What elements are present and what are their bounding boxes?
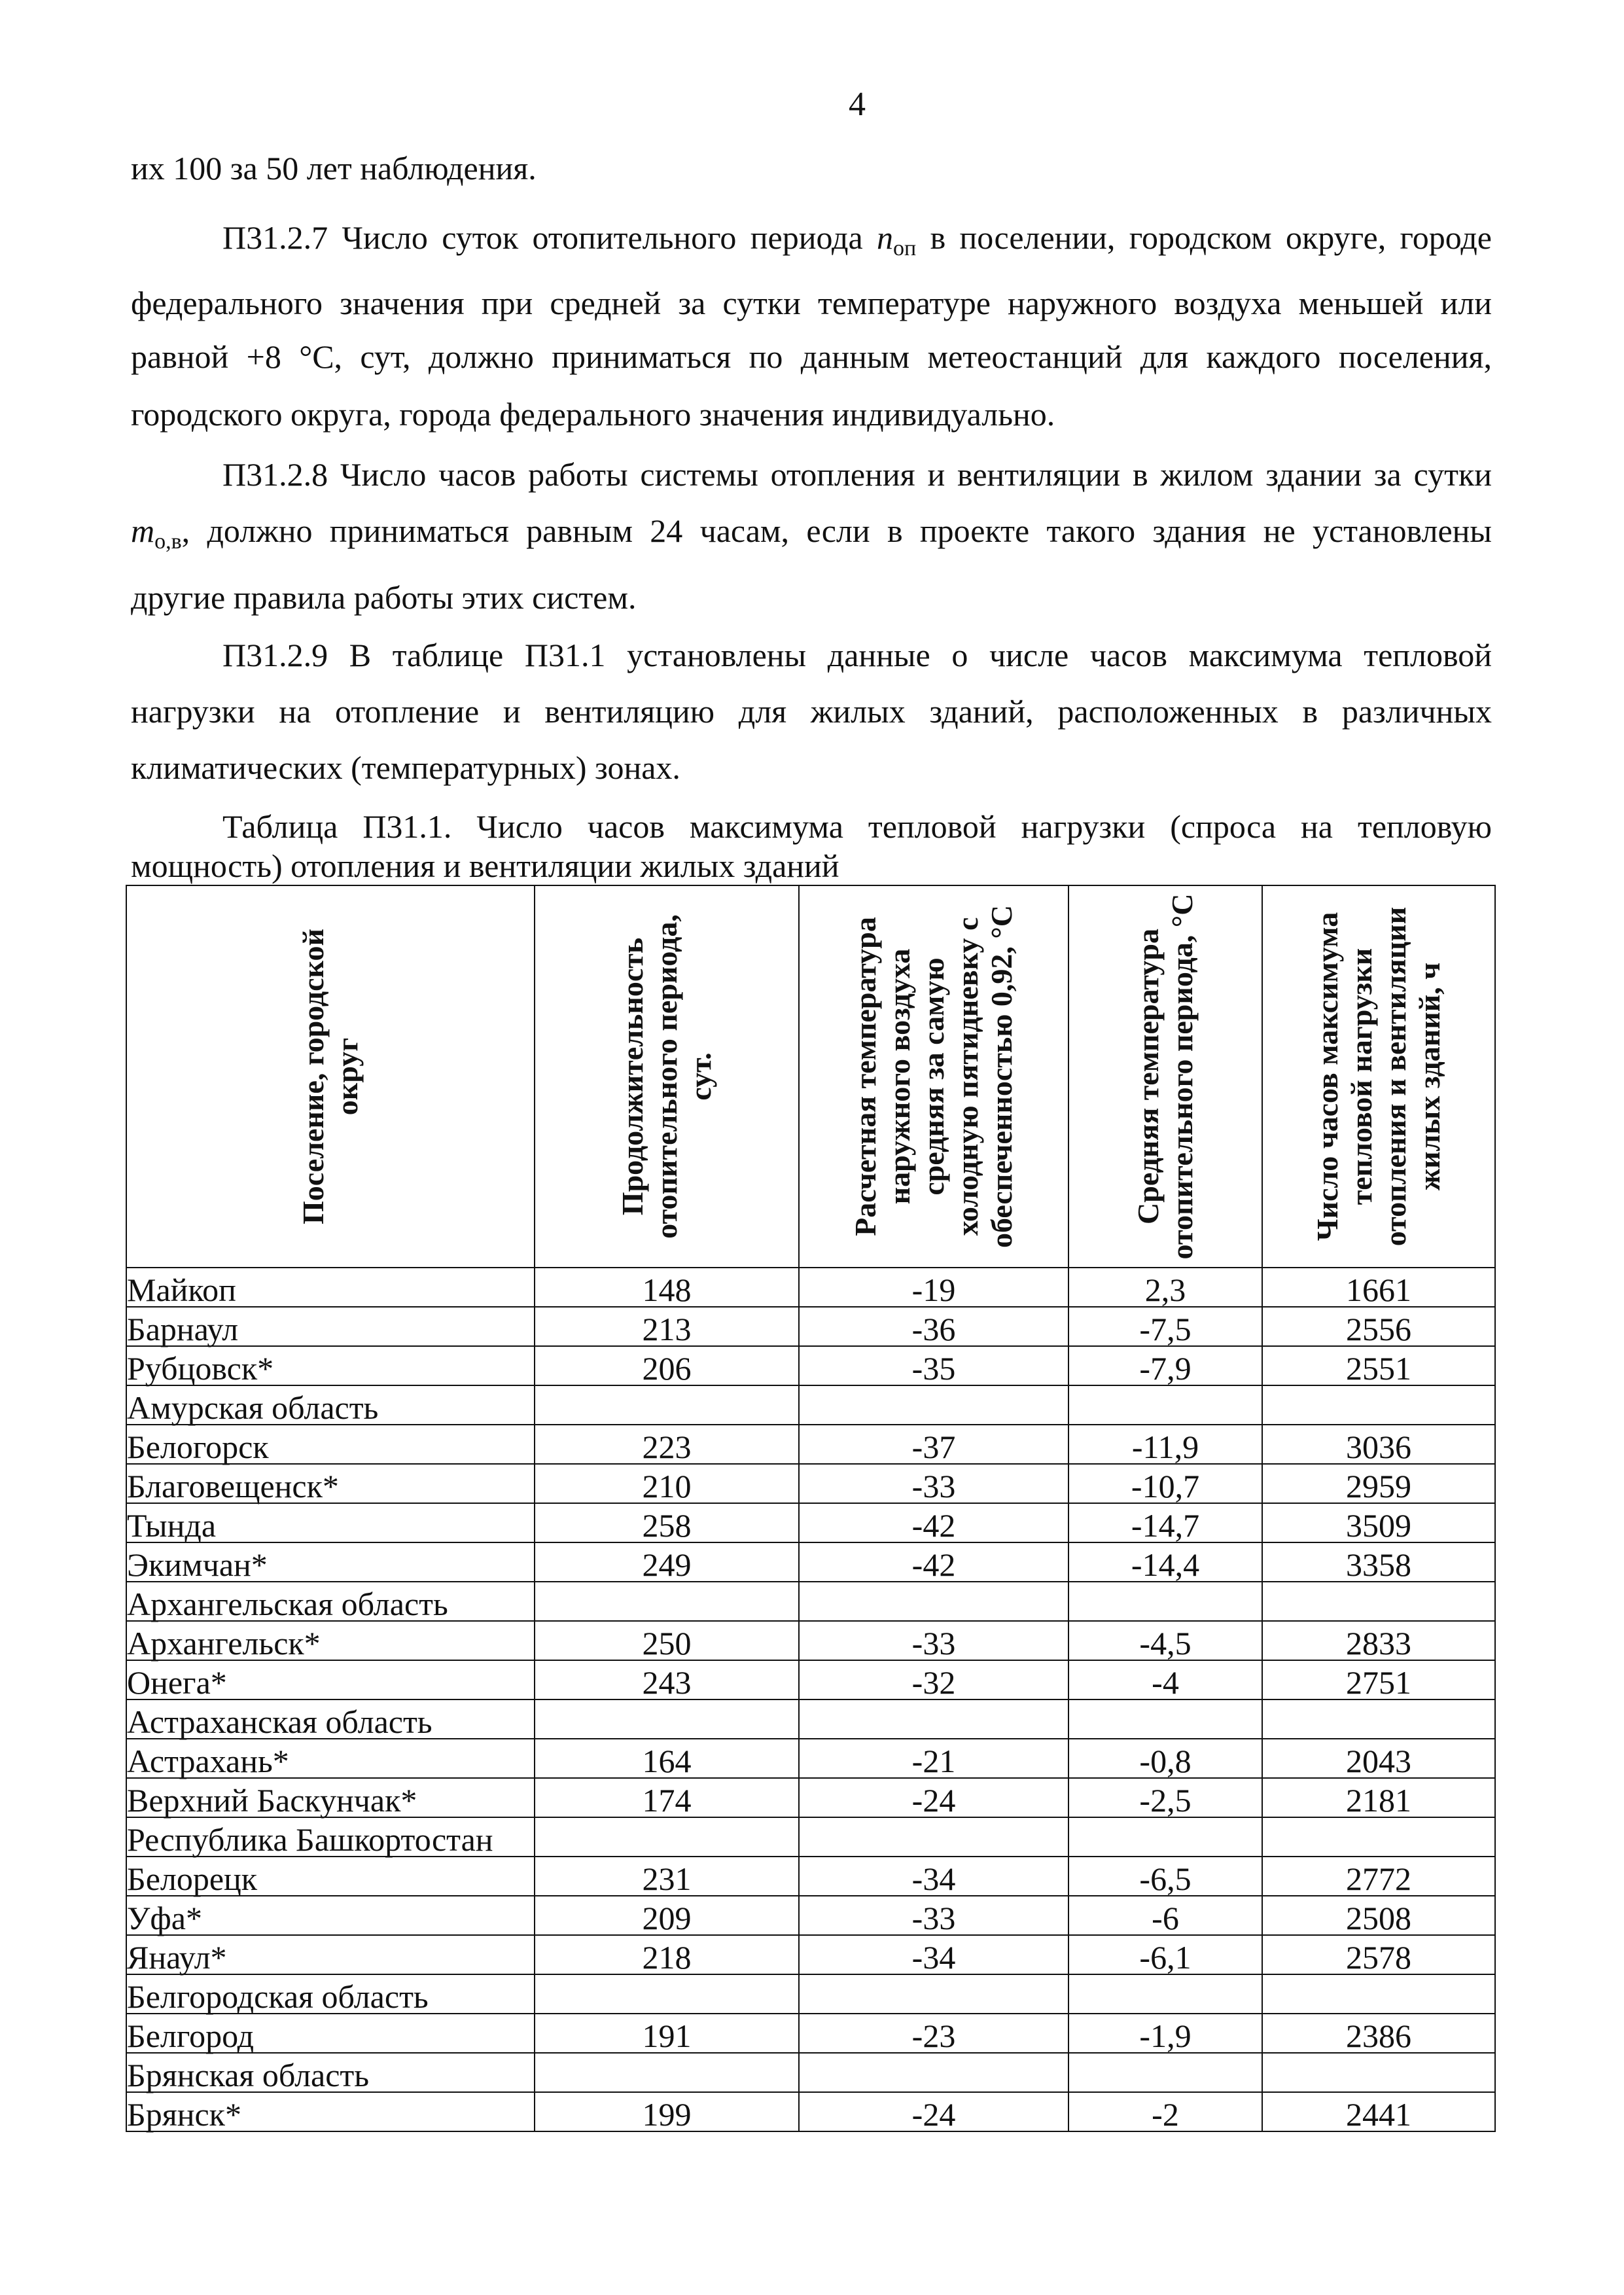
table-row: [126, 1896, 1495, 1935]
cell-settlement: Архангельск*: [126, 1621, 535, 1660]
cell-value: -35: [799, 1346, 1068, 1385]
cell-value: -19: [799, 1268, 1068, 1307]
cell-value: [799, 1385, 1068, 1425]
paragraph-p7-line1: П31.2.7 Число суток отопительного периода $n_{оп}$ в поселении, городском округе, городе: [222, 219, 1492, 260]
cell-value: [535, 2053, 799, 2092]
paragraph-p7-line3: равной +8 °С, сут, должно приниматься по данным метеостанций для каждого поселения,: [131, 338, 1492, 375]
cell-settlement: Республика Башкортостан: [126, 1817, 535, 1857]
cell-settlement: Барнаул: [126, 1307, 535, 1346]
cell-value: -6,5: [1068, 1857, 1262, 1896]
cell-value: 243: [535, 1660, 799, 1699]
cell-value: -33: [799, 1896, 1068, 1935]
variable-m-ov: $m_{о,в}$: [131, 512, 182, 554]
cell-value: 174: [535, 1778, 799, 1817]
cell-value: 148: [535, 1268, 799, 1307]
cell-value: 164: [535, 1739, 799, 1778]
cell-value: -42: [799, 1542, 1068, 1582]
cell-value: -32: [799, 1660, 1068, 1699]
cell-value: 1661: [1262, 1268, 1495, 1307]
cell-settlement: Экимчан*: [126, 1542, 535, 1582]
cell-value: -4: [1068, 1660, 1262, 1699]
cell-settlement: Белгород: [126, 2014, 535, 2053]
cell-settlement: Белгородская область: [126, 1974, 535, 2014]
cell-value: 2556: [1262, 1307, 1495, 1346]
cell-value: -33: [799, 1464, 1068, 1503]
cell-value: 249: [535, 1542, 799, 1582]
table-caption-line2: мощность) отопления и вентиляции жилых зданий: [131, 847, 839, 884]
cell-value: [1068, 1385, 1262, 1425]
cell-value: -34: [799, 1935, 1068, 1974]
cell-value: [799, 1974, 1068, 2014]
cell-value: -36: [799, 1307, 1068, 1346]
header-heating-period-duration: Продолжительность отопительного периода, сут.: [535, 885, 799, 1268]
cell-settlement: Брянск*: [126, 2092, 535, 2131]
cell-value: 3509: [1262, 1503, 1495, 1542]
cell-value: [535, 1817, 799, 1857]
cell-value: 2578: [1262, 1935, 1495, 1974]
cell-value: 2181: [1262, 1778, 1495, 1817]
table-caption-line1: Таблица П31.1. Число часов максимума тепловой нагрузки (спроса на тепловую: [222, 808, 1492, 845]
table-row: [126, 1582, 1495, 1621]
cell-settlement: Белогорск: [126, 1425, 535, 1464]
cell-value: 2551: [1262, 1346, 1495, 1385]
cell-value: [1262, 1582, 1495, 1621]
table-row: [126, 1739, 1495, 1778]
cell-value: 2,3: [1068, 1268, 1262, 1307]
heating-hours-table: [126, 885, 1496, 2132]
cell-value: -33: [799, 1621, 1068, 1660]
cell-value: -11,9: [1068, 1425, 1262, 1464]
cell-value: 250: [535, 1621, 799, 1660]
cell-value: 191: [535, 2014, 799, 2053]
cell-value: 199: [535, 2092, 799, 2131]
cell-settlement: Верхний Баскунчак*: [126, 1778, 535, 1817]
table-row: [126, 1699, 1495, 1739]
cell-settlement: Амурская область: [126, 1385, 535, 1425]
cell-value: [1068, 1974, 1262, 2014]
cell-value: 2508: [1262, 1896, 1495, 1935]
cell-value: [1262, 1699, 1495, 1739]
cell-value: -21: [799, 1739, 1068, 1778]
table-row: [126, 1503, 1495, 1542]
table-row: [126, 1542, 1495, 1582]
cell-settlement: Астраханская область: [126, 1699, 535, 1739]
paragraph-p8-line3: другие правила работы этих систем.: [131, 579, 637, 616]
page-number: 4: [849, 86, 866, 123]
cell-value: -10,7: [1068, 1464, 1262, 1503]
cell-settlement: Тында: [126, 1503, 535, 1542]
header-mean-heating-temperature: Средняя температура отопительного периода, °С: [1068, 885, 1262, 1268]
cell-value: [799, 1699, 1068, 1739]
cell-value: [535, 1699, 799, 1739]
cell-value: -24: [799, 1778, 1068, 1817]
paragraph-line: их 100 за 50 лет наблюдения.: [131, 150, 537, 187]
cell-value: [799, 1817, 1068, 1857]
cell-value: [535, 1385, 799, 1425]
cell-value: 209: [535, 1896, 799, 1935]
cell-settlement: Благовещенск*: [126, 1464, 535, 1503]
table-row: [126, 2014, 1495, 2053]
header-settlement: Поселение, городской округ: [126, 885, 535, 1268]
cell-value: [799, 2053, 1068, 2092]
cell-value: [1262, 2053, 1495, 2092]
cell-settlement: Уфа*: [126, 1896, 535, 1935]
table-row: [126, 1307, 1495, 1346]
cell-value: 218: [535, 1935, 799, 1974]
paragraph-p7-line2: федерального значения при средней за сутки температуре наружного воздуха меньшей или: [131, 285, 1492, 321]
cell-value: 223: [535, 1425, 799, 1464]
paragraph-p9-line2: нагрузки на отопление и вентиляцию для жилых зданий, расположенных в различных: [131, 693, 1492, 730]
paragraph-p9-line1: П31.2.9 В таблице П31.1 установлены данные о числе часов максимума тепловой: [222, 637, 1492, 673]
cell-value: [1068, 2053, 1262, 2092]
table-row: [126, 1464, 1495, 1503]
paragraph-p7-line4: городского округа, города федерального значения индивидуально.: [131, 396, 1055, 433]
cell-settlement: Белорецк: [126, 1857, 535, 1896]
header-design-outdoor-temperature: Расчетная температура наружного воздуха средняя за самую холодную пятидневку с обеспеченностью 0,92, °С: [799, 885, 1068, 1268]
cell-value: 2043: [1262, 1739, 1495, 1778]
table-row: [126, 1857, 1495, 1896]
table-header-row: [126, 885, 1495, 1268]
cell-value: [1068, 1582, 1262, 1621]
cell-value: 213: [535, 1307, 799, 1346]
cell-value: -7,5: [1068, 1307, 1262, 1346]
cell-value: -14,7: [1068, 1503, 1262, 1542]
cell-value: [799, 1582, 1068, 1621]
table-row: [126, 1621, 1495, 1660]
cell-value: -4,5: [1068, 1621, 1262, 1660]
cell-value: -0,8: [1068, 1739, 1262, 1778]
cell-value: -6: [1068, 1896, 1262, 1935]
cell-value: 2833: [1262, 1621, 1495, 1660]
variable-n-op: $n_{оп}$: [877, 219, 917, 260]
cell-value: -34: [799, 1857, 1068, 1896]
cell-settlement: Онега*: [126, 1660, 535, 1699]
cell-settlement: Янаул*: [126, 1935, 535, 1974]
cell-value: 231: [535, 1857, 799, 1896]
cell-settlement: Рубцовск*: [126, 1346, 535, 1385]
cell-value: -37: [799, 1425, 1068, 1464]
cell-value: 2959: [1262, 1464, 1495, 1503]
cell-value: -24: [799, 2092, 1068, 2131]
cell-value: [535, 1974, 799, 2014]
paragraph-p9-line3: климатических (температурных) зонах.: [131, 749, 680, 786]
table-row: [126, 1385, 1495, 1425]
table-row: [126, 1346, 1495, 1385]
cell-value: -42: [799, 1503, 1068, 1542]
cell-value: [1262, 1385, 1495, 1425]
cell-value: [535, 1582, 799, 1621]
cell-value: 206: [535, 1346, 799, 1385]
paragraph-p8-line1: П31.2.8 Число часов работы системы отопления и вентиляции в жилом здании за сутки: [222, 456, 1492, 493]
cell-value: -23: [799, 2014, 1068, 2053]
table-row: [126, 1817, 1495, 1857]
cell-value: [1262, 1974, 1495, 2014]
cell-value: -7,9: [1068, 1346, 1262, 1385]
cell-settlement: Майкоп: [126, 1268, 535, 1307]
cell-value: [1068, 1699, 1262, 1739]
cell-value: 210: [535, 1464, 799, 1503]
table-row: [126, 1660, 1495, 1699]
cell-value: -2: [1068, 2092, 1262, 2131]
cell-value: [1262, 1817, 1495, 1857]
cell-value: -14,4: [1068, 1542, 1262, 1582]
header-max-load-hours: Число часов максимума тепловой нагрузки отопления и вентиляции жилых зданий, ч: [1262, 885, 1495, 1268]
table-row: [126, 1425, 1495, 1464]
cell-value: [1068, 1817, 1262, 1857]
cell-value: -2,5: [1068, 1778, 1262, 1817]
cell-value: -1,9: [1068, 2014, 1262, 2053]
table-row: [126, 1268, 1495, 1307]
paragraph-p8-line2: $m_{о,в}$, должно приниматься равным 24 часам, если в проекте такого здания не установлены: [131, 512, 1492, 554]
cell-value: 2772: [1262, 1857, 1495, 1896]
table-row: [126, 2053, 1495, 2092]
cell-settlement: Брянская область: [126, 2053, 535, 2092]
cell-value: 2386: [1262, 2014, 1495, 2053]
cell-value: 2441: [1262, 2092, 1495, 2131]
cell-value: 258: [535, 1503, 799, 1542]
cell-value: 3358: [1262, 1542, 1495, 1582]
table-row: [126, 1935, 1495, 1974]
cell-settlement: Архангельская область: [126, 1582, 535, 1621]
cell-value: 2751: [1262, 1660, 1495, 1699]
table-row: [126, 2092, 1495, 2131]
table-row: [126, 1778, 1495, 1817]
cell-value: -6,1: [1068, 1935, 1262, 1974]
cell-settlement: Астрахань*: [126, 1739, 535, 1778]
table-row: [126, 1974, 1495, 2014]
cell-value: 3036: [1262, 1425, 1495, 1464]
